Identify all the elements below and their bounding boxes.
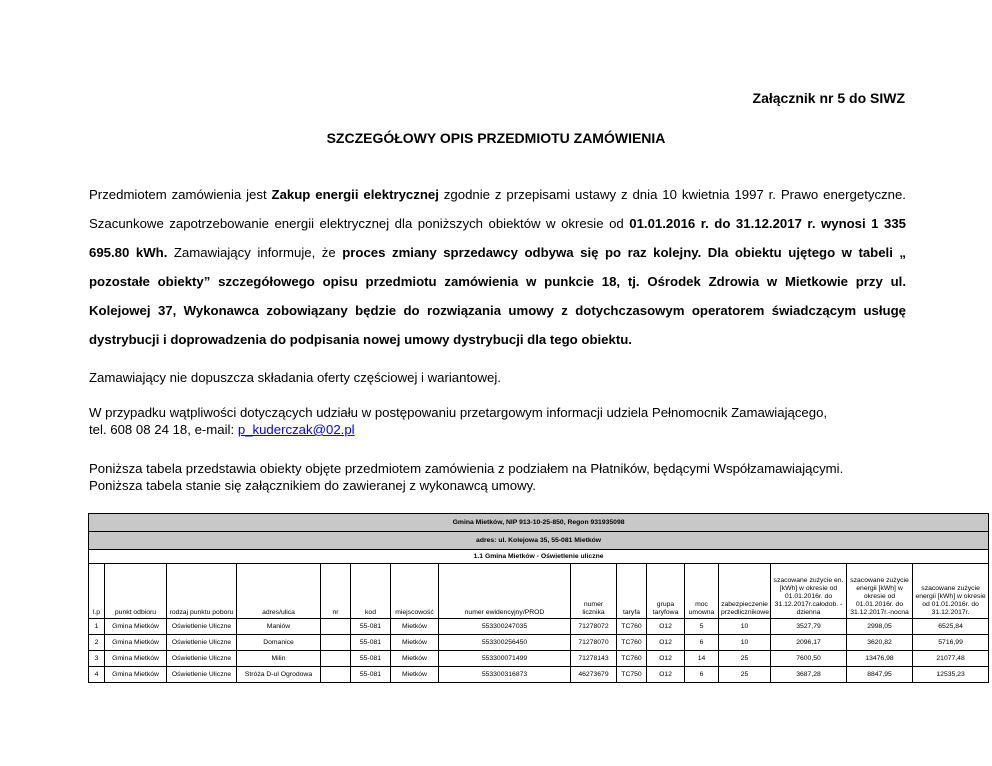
table-cell: Oświetlenie Uliczne <box>167 619 237 635</box>
column-header: adres/ulica <box>237 564 321 619</box>
table-cell: 3620,82 <box>847 635 913 651</box>
contact-paragraph <box>89 404 906 438</box>
table-cell <box>321 619 351 635</box>
table-cell: TC750 <box>617 667 647 683</box>
table-cell: 25 <box>719 651 771 667</box>
table-cell: 55-081 <box>351 619 391 635</box>
table-cell: 5 <box>685 619 719 635</box>
table-cell: 71278143 <box>571 651 617 667</box>
table-cell: Gmina Mietków <box>105 635 167 651</box>
table-cell: Domanice <box>237 635 321 651</box>
table-cell: TC760 <box>617 635 647 651</box>
table-cell: Maniów <box>237 619 321 635</box>
table-cell: 3527,79 <box>771 619 847 635</box>
contact-line-1: W przypadku wątpliwości dotyczących udziału w postępowaniu przetargowym informacji udziela Pełnomocnik Zamawiającego, <box>89 405 828 420</box>
table-cell: 5716,99 <box>913 635 989 651</box>
table-cell: 553300316873 <box>439 667 571 683</box>
intro-bold-1: Zakup energii elektrycznej <box>271 187 439 202</box>
table-row <box>89 667 989 683</box>
table-cell: 3687,28 <box>771 667 847 683</box>
table-cell: 13476,98 <box>847 651 913 667</box>
table-cell: 55-081 <box>351 635 391 651</box>
table-cell: Oświetlenie Uliczne <box>167 667 237 683</box>
table-intro-line-2: Poniższa tabela stanie się załącznikiem do zawieranej z wykonawcą umowy. <box>89 478 536 493</box>
table-cell: 553300256450 <box>439 635 571 651</box>
table-cell: Milin <box>237 651 321 667</box>
table-cell: Gmina Mietków <box>105 667 167 683</box>
table-cell: 2096,17 <box>771 635 847 651</box>
column-header: numer ewidencyjny/PROD <box>439 564 571 619</box>
column-header: numer licznika <box>571 564 617 619</box>
table-cell: O12 <box>647 619 685 635</box>
column-header: l.p <box>89 564 105 619</box>
column-header: punkt odbioru <box>105 564 167 619</box>
table-cell: Gmina Mietków <box>105 651 167 667</box>
table-cell: 553300247035 <box>439 619 571 635</box>
table-cell: Mietków <box>391 635 439 651</box>
email-link[interactable]: p_kuderczak@02.pl <box>237 422 355 437</box>
table-cell: O12 <box>647 635 685 651</box>
table-cell: Mietków <box>391 619 439 635</box>
table-cell: 1 <box>89 619 105 635</box>
column-header: szacowane zużycie en.[kWh] w okresie od 01.01.2016r. do 31.12.2017r.całodob. -dzienna <box>771 564 847 619</box>
table-cell: 25 <box>719 667 771 683</box>
table-cell <box>321 651 351 667</box>
table-cell: 55-081 <box>351 667 391 683</box>
table-cell: Mietków <box>391 651 439 667</box>
table-cell: 6 <box>685 667 719 683</box>
table-cell: Gmina Mietków <box>105 619 167 635</box>
no-partial-offer-paragraph: Zamawiający nie dopuszcza składania oferty częściowej i wariantowej. <box>89 370 501 385</box>
column-header: nr <box>321 564 351 619</box>
objects-table <box>88 513 989 683</box>
table-cell: 10 <box>719 635 771 651</box>
table-header-address: adres: ul. Kolejowa 35, 55-081 Mietków <box>89 532 989 550</box>
table-cell: O12 <box>647 667 685 683</box>
column-header: miejscowość <box>391 564 439 619</box>
intro-bold-2: 01.01.2016 r. do 31.12.2017 r. wynosi 1 335 695.80 kWh. <box>89 216 907 260</box>
column-header: kod <box>351 564 391 619</box>
table-cell: 71278072 <box>571 619 617 635</box>
table-cell: Mietków <box>391 667 439 683</box>
table-cell: 10 <box>719 619 771 635</box>
table-cell: 8847,95 <box>847 667 913 683</box>
column-header: szacowane zużycie energii [kWh] w okresie od 01.01.2016r. do 31.12.2017r.-nocna <box>847 564 913 619</box>
annex-label: Załącznik nr 5 do SIWZ <box>752 90 905 106</box>
table-header-row-1 <box>89 514 989 532</box>
table-header-company: Gmina Mietków, NIP 913-10-25-850, Regon 931935098 <box>89 514 989 532</box>
column-header: taryfa <box>617 564 647 619</box>
column-header: grupa taryfowa <box>647 564 685 619</box>
table-cell: 12535,23 <box>913 667 989 683</box>
table-cell: 7600,50 <box>771 651 847 667</box>
table-section-row <box>89 550 989 564</box>
table-cell: 2998,05 <box>847 619 913 635</box>
table-cell: 4 <box>89 667 105 683</box>
intro-text-1: Przedmiotem zamówienia jest <box>89 187 272 202</box>
table-cell: 14 <box>685 651 719 667</box>
table-cell: TC760 <box>617 619 647 635</box>
table-cell: 3 <box>89 651 105 667</box>
table-row <box>89 651 989 667</box>
table-column-headers <box>89 564 989 619</box>
table-row <box>89 635 989 651</box>
table-cell: 553300071499 <box>439 651 571 667</box>
table-intro-line-1: Poniższa tabela przedstawia obiekty objęte przedmiotem zamówienia z podziałem na Płatników, będącymi Współzamawiającymi. <box>89 461 844 476</box>
table-cell: 6525,84 <box>913 619 989 635</box>
table-cell: 46273679 <box>571 667 617 683</box>
column-header: rodzaj punktu poboru <box>167 564 237 619</box>
document-title: SZCZEGÓŁOWY OPIS PRZEDMIOTU ZAMÓWIENIA <box>326 130 666 146</box>
table-cell: Stróża D-ul Ogrodowa <box>237 667 321 683</box>
table-cell: 71278070 <box>571 635 617 651</box>
intro-bold-3: proces zmiany sprzedawcy odbywa się po raz kolejny. Dla obiektu ujętego w tabeli „ pozostałe obiekty” szczegółowego opisu przedmiotu zamówienia w punkcie 18, tj. Ośrodek Zdrowia w Mietkowie przy ul. Kolejowej 37, Wykonawca zobowiązany będzie do rozwiązania umowy z dotychczasowym operatorem świadczącym usługę dystrybucji i doprowadzenia do podpisania nowej umowy dystrybucji dla tego obiektu. <box>89 245 907 347</box>
column-header: zabezpieczenie przedlicznikowe <box>719 564 771 619</box>
table-intro-paragraph <box>89 460 906 494</box>
table-cell: 6 <box>685 635 719 651</box>
table-cell: 55-081 <box>351 651 391 667</box>
column-header: moc umowna <box>685 564 719 619</box>
table-cell: 2 <box>89 635 105 651</box>
table-cell <box>321 635 351 651</box>
table-section-title: 1.1 Gmina Mietków - Oświetlenie uliczne <box>89 550 989 564</box>
contact-tel: tel. 608 08 24 18, e-mail: <box>89 422 238 437</box>
intro-paragraph <box>89 180 906 354</box>
table-row <box>89 619 989 635</box>
intro-text-2: zgodnie z przepisami ustawy z dnia 10 kwietnia 1997 r. Prawo energetyczne. Szacunkowe zapotrzebowanie energii elektrycznej dla poniższych obiektów w okresie od <box>89 187 906 231</box>
table-cell: TC760 <box>617 651 647 667</box>
table-cell <box>321 667 351 683</box>
intro-text-3: Zamawiający informuje, że <box>167 245 343 260</box>
contact-line-2 <box>89 421 906 438</box>
table-cell: Oświetlenie Uliczne <box>167 651 237 667</box>
table-cell: O12 <box>647 651 685 667</box>
table-cell: 21077,48 <box>913 651 989 667</box>
table-header-row-2 <box>89 532 989 550</box>
column-header: szacowane zużycie energii [kWh] w okresie od 01.01.2016r. do 31.12.2017r. <box>913 564 989 619</box>
table-cell: Oświetlenie Uliczne <box>167 635 237 651</box>
